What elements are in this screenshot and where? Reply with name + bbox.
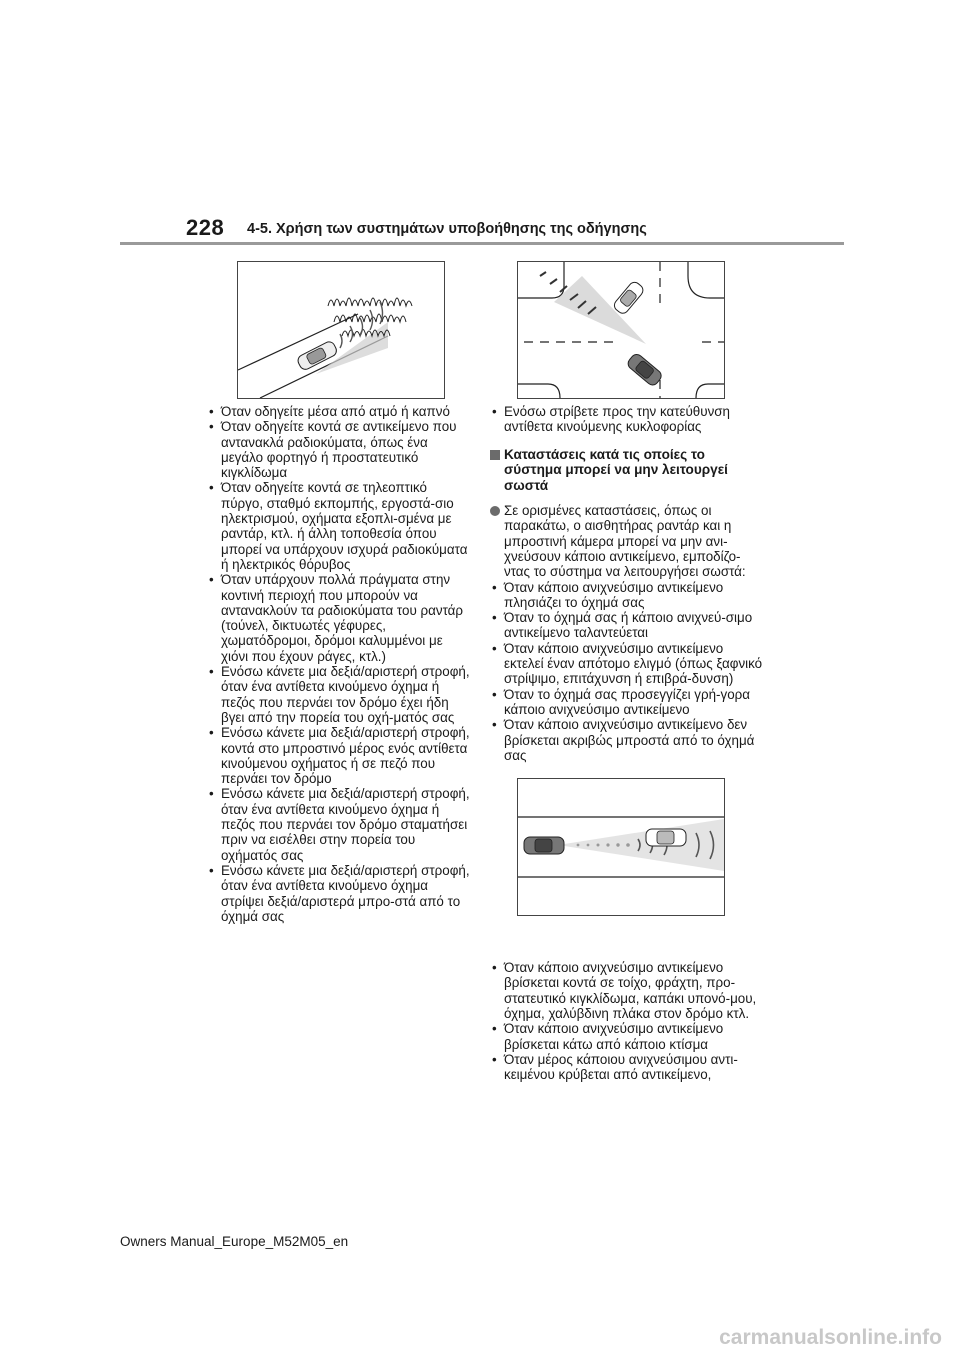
list-item: • Ενόσω κάνετε μια δεξιά/αριστερή στροφή, όταν ένα αντίθετα κινούμενο όχημα στρίψει δεξιά/αριστερά μπρο-στά από το όχημά σας [207,863,472,924]
list-item: • Όταν οδηγείτε κοντά σε τηλεοπτικό πύργο, σταθμό εκπομπής, εργοστά-σιο ηλεκτρισμού, οχήματα εξοπλι-σμένα με ραντάρ, κτλ. ή άλλη τοποθεσία όπου μπορεί να υπάρχουν ισχυρά ραδιοκύματα ή ηλεκτρικός θόρυβος [207,480,472,572]
intro-text: Σε ορισμένες καταστάσεις, όπως οι παρακάτω, ο αισθητήρας ραντάρ και η μπροστινή κάμερα μπορεί να μην ανι-χνεύσουν κάποιο αντικείμενο, εμποδίζο-ντας το σύστημα να λειτουργήσει σωστά: [504,503,746,580]
subsection-heading [490,447,765,494]
circle-marker-icon [490,506,500,516]
page-number: 228 [186,215,225,240]
turning-list [490,404,765,435]
conditions-list [207,404,472,924]
list-item: • Όταν κάποιο ανιχνεύσιμο αντικείμενο βρίσκεται κοντά σε τοίχο, φράχτη, προ-στατευτικό κιγκλίδωμα, καπάκι υπονό-μου, όχημα, χαλύβδινη πλάκα στον δρόμο κτλ. [490,960,765,1021]
list-item: • Όταν υπάρχουν πολλά πράγματα στην κοντινή περιοχή που μπορούν να αντανακλούν τα ραδιοκύματα του ραντάρ (τούνελ, δικτυωτές γέφυρες, χωματόδρομοι, δρόμοι καλυμμένοι με χιόνι που έχουν ράγες, κτλ.) [207,572,472,664]
watermark: carmanualsonline.info [719,1326,942,1349]
list-item: • Ενόσω στρίβετε προς την κατεύθυνση αντίθετα κινούμενης κυκλοφορίας [490,404,765,435]
square-marker-icon [490,450,500,460]
right-text-column [490,404,765,1083]
list-item: • Όταν κάποιο ανιχνεύσιμο αντικείμενο βρίσκεται κάτω από κάποιο κτίσμα [490,1021,765,1052]
list-item: • Ενόσω κάνετε μια δεξιά/αριστερή στροφή, κοντά στο μπροστινό μέρος ενός αντίθετα κινούμενου οχήματος ή σε πεζό που περνάει τον δρόμο [207,725,472,786]
list-item: • Όταν οδηγείτε μέσα από ατμό ή καπνό [207,404,472,419]
subsection-heading-text: Καταστάσεις κατά τις οποίες το σύστημα μπορεί να μην λειτουργεί σωστά [504,446,728,493]
list-item: • Όταν κάποιο ανιχνεύσιμο αντικείμενο δεν βρίσκεται ακριβώς μπροστά από το όχημά σας [490,717,765,763]
list-item: • Ενόσω κάνετε μια δεξιά/αριστερή στροφή, όταν ένα αντίθετα κινούμενο όχημα ή πεζός που περνάει τον δρόμο σταματήσει πριν να εισέλθει στην πορεία του οχήματός σας [207,786,472,862]
left-text-column [207,404,472,924]
list-item: • Ενόσω κάνετε μια δεξιά/αριστερή στροφή, όταν ένα αντίθετα κινούμενο όχημα ή πεζός που περνάει τον δρόμο έχει ήδη βγει από την πορεία του οχή-ματός σας [207,664,472,725]
obstruction-list [490,960,765,1082]
list-item: • Όταν το όχημά σας προσεγγίζει γρή-γορα κάποιο ανιχνεύσιμο αντικείμενο [490,687,765,718]
section-title: 4-5. Χρήση των συστημάτων υποβοήθησης της οδήγησης [247,221,647,237]
figure-spacer [490,763,765,960]
figure-intersection-illustration [517,261,725,399]
detection-issues-list [490,580,765,764]
figure-smoke-illustration [237,261,445,399]
list-item: • Όταν οδηγείτε κοντά σε αντικείμενο που αντανακλά ραδιοκύματα, όπως ένα μεγάλο φορτηγό ή προστατευτικό κιγκλίδωμα [207,419,472,480]
list-item: • Όταν κάποιο ανιχνεύσιμο αντικείμενο εκτελεί έναν απότομο ελιγμό (όπως ξαφνικό στρίψιμο, επιτάχυνση ή επιβρά-δυνση) [490,641,765,687]
intro-paragraph [490,503,765,579]
figure-offset-vehicle-illustration [517,778,725,916]
footer-manual-name: Owners Manual_Europe_M52M05_en [120,1234,349,1249]
list-item: • Όταν μέρος κάποιου ανιχνεύσιμου αντι-κειμένου κρύβεται από αντικείμενο, [490,1052,765,1083]
list-item: • Όταν το όχημά σας ή κάποιο ανιχνεύ-σιμο αντικείμενο ταλαντεύεται [490,610,765,641]
header-rule [120,242,844,245]
list-item: • Όταν κάποιο ανιχνεύσιμο αντικείμενο πλησιάζει το όχημά σας [490,580,765,611]
